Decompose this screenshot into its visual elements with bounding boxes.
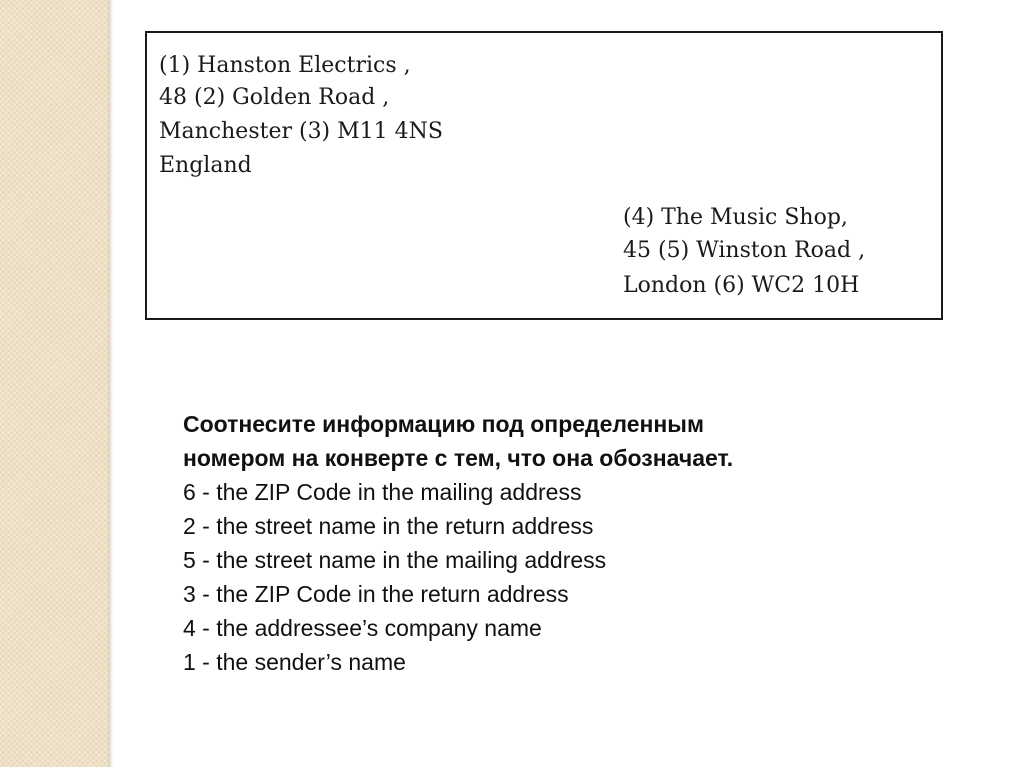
side-strip-edge: [108, 0, 113, 767]
sender-line: Manchester (3) M11 4NS: [159, 119, 443, 144]
task-heading-line: номером на конверте с тем, что она обозначает.: [183, 445, 734, 471]
task-heading-line: Соотнесите информацию под определенным: [183, 411, 704, 437]
recipient-line: 45 (5) Winston Road ,: [623, 238, 866, 263]
sender-line: England: [159, 153, 252, 178]
sender-line: 48 (2) Golden Road ,: [159, 85, 390, 110]
task-item: 6 - the ZIP Code in the mailing address: [183, 479, 582, 505]
recipient-line: London (6) WC2 10H: [623, 273, 860, 298]
envelope-image: [145, 31, 943, 320]
decorative-side-strip: [0, 0, 108, 767]
task-item: 2 - the street name in the return address: [183, 513, 594, 539]
task-text: [183, 407, 883, 679]
task-item: 1 - the sender’s name: [183, 649, 406, 675]
recipient-line: (4) The Music Shop,: [623, 205, 848, 230]
task-item: 5 - the street name in the mailing address: [183, 547, 607, 573]
task-item: 4 - the addressee’s company name: [183, 615, 542, 641]
task-item: 3 - the ZIP Code in the return address: [183, 581, 569, 607]
sender-line: (1) Hanston Electrics ,: [159, 53, 411, 78]
